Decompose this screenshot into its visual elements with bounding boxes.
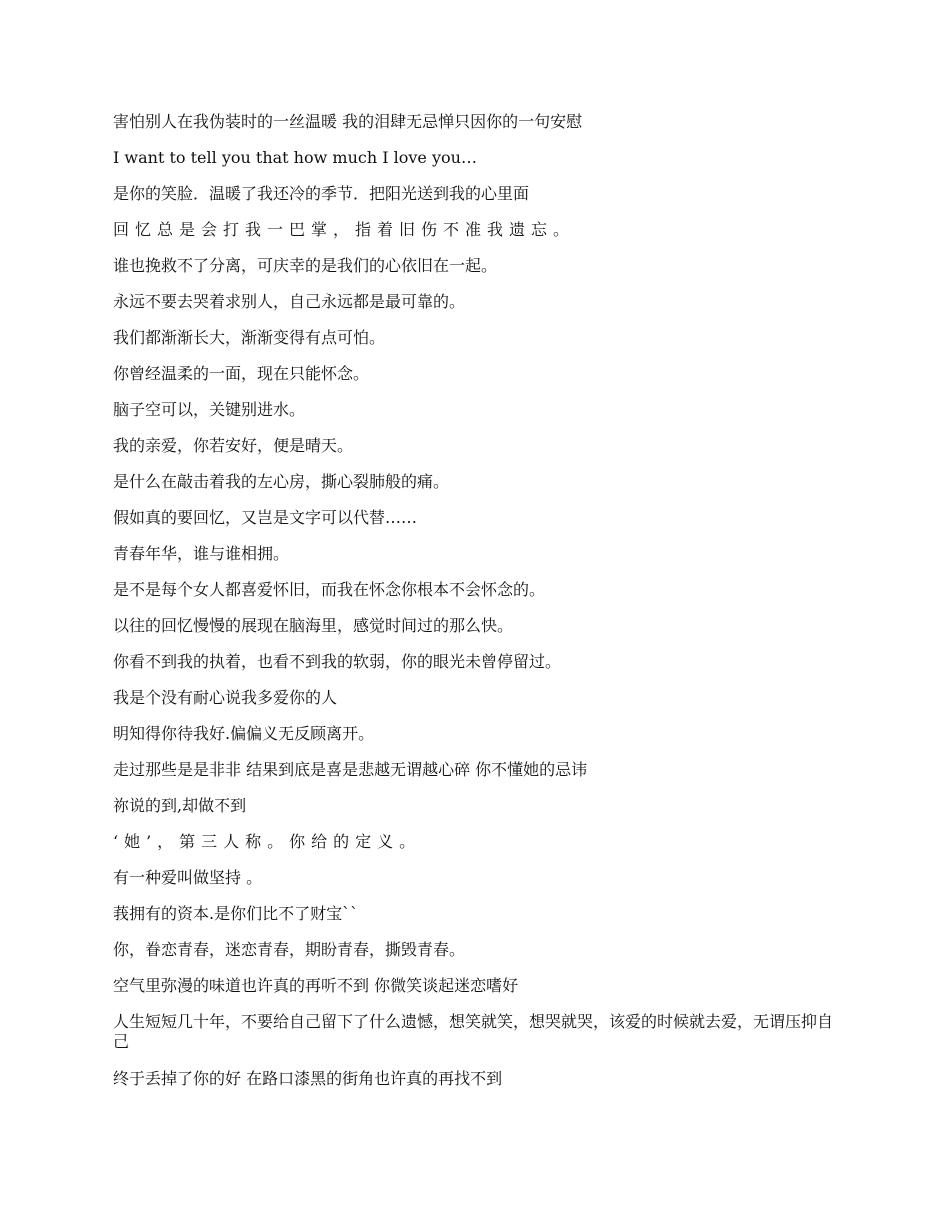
text-line: 人生短短几十年，不要给自己留下了什么遗憾，想笑就笑，想哭就哭，该爱的时候就去爱，无谓压抑自己 (113, 1012, 834, 1051)
text-line: 你，眷恋青春，迷恋青春，期盼青春，撕毁青春。 (113, 940, 466, 959)
text-line: 你看不到我的执着，也看不到我的软弱，你的眼光未曾停留过。 (113, 652, 562, 671)
text-line: 明知得你待我好.偏偏义无反顾离开。 (113, 724, 375, 743)
text-line: 以往的回忆慢慢的展现在脑海里，感觉时间过的那么快。 (113, 616, 514, 635)
text-line: 是不是每个女人都喜爱怀旧，而我在怀念你根本不会怀念的。 (113, 580, 546, 599)
text-line: 我们都渐渐长大，渐渐变得有点可怕。 (113, 328, 386, 347)
text-line: 我的亲爱，你若安好，便是晴天。 (113, 436, 354, 455)
text-line: 永远不要去哭着求别人，自己永远都是最可靠的。 (113, 292, 466, 311)
text-line: 是什么在敲击着我的左心房，撕心裂肺般的痛。 (113, 472, 450, 491)
text-line: ‘她’，第三人称。你给的定义。 (113, 832, 422, 851)
text-line: 走过那些是是非非 结果到底是喜是悲越无谓越心碎 你不懂她的忌讳 (113, 760, 588, 779)
text-line: 青春年华，谁与谁相拥。 (113, 544, 290, 563)
text-line: 假如真的要回忆，又岂是文字可以代替…… (113, 508, 418, 527)
text-line: 谁也挽救不了分离，可庆幸的是我们的心依旧在一起。 (113, 256, 498, 275)
text-line: 是你的笑脸．温暖了我还冷的季节．把阳光送到我的心里面 (113, 184, 530, 203)
text-line: 害怕别人在我伪装时的一丝温暖 我的泪肆无忌惮只因你的一句安慰 (113, 112, 583, 131)
document-body (113, 112, 833, 1105)
text-line: 我是个没有耐心说我多爱你的人 (113, 688, 338, 707)
text-line: 回忆总是会打我一巴掌，指着旧伤不准我遗忘。 (113, 220, 576, 239)
text-line: 有一种爱叫做坚持 。 (113, 868, 263, 887)
text-line: 脑子空可以，关键别进水。 (113, 400, 306, 419)
text-line: 你曾经温柔的一面，现在只能怀念。 (113, 364, 370, 383)
text-line: 终于丢掉了你的好 在路口漆黑的街角也许真的再找不到 (113, 1069, 503, 1088)
text-line: I want to tell you that how much I love you… (113, 148, 477, 167)
text-line: 莪拥有的资本.是你们比不了财宝`` (113, 904, 359, 923)
text-line: 空气里弥漫的味道也许真的再听不到 你微笑谈起迷恋嗜好 (113, 976, 519, 995)
text-line: 祢说的到,却做不到 (113, 796, 247, 815)
